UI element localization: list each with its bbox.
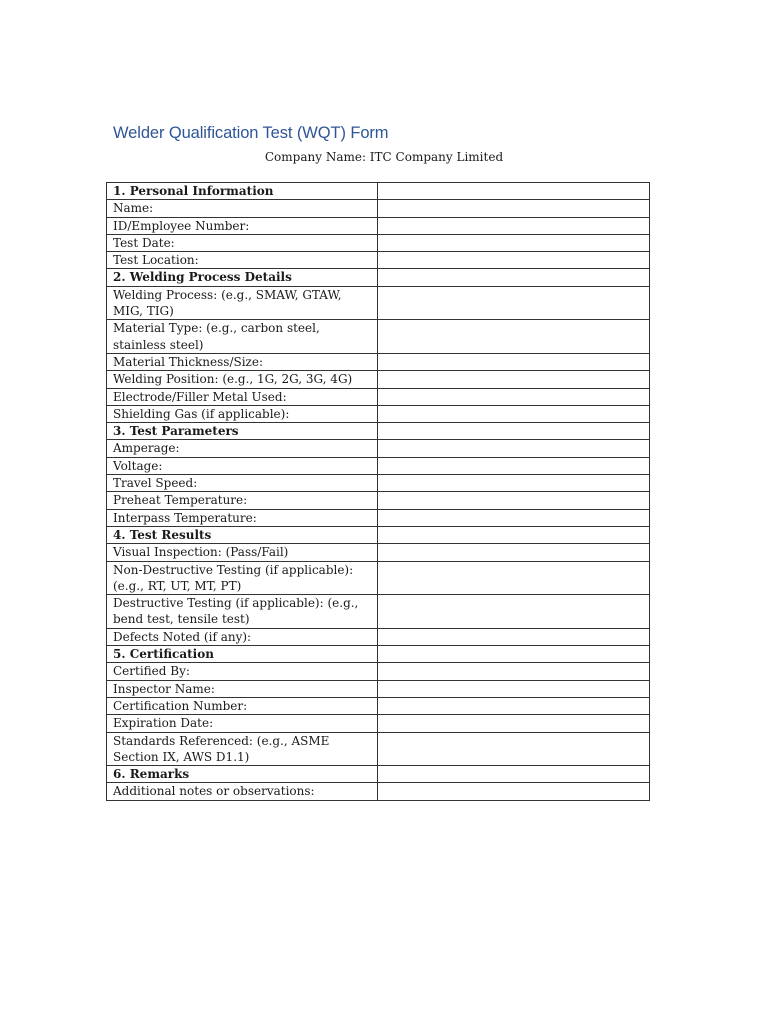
field-row bbox=[107, 405, 650, 422]
field-value-cell[interactable] bbox=[378, 353, 650, 370]
field-row bbox=[107, 371, 650, 388]
field-label: Preheat Temperature: bbox=[107, 492, 378, 509]
field-value-cell[interactable] bbox=[378, 595, 650, 629]
field-row bbox=[107, 353, 650, 370]
field-label: Material Type: (e.g., carbon steel, stainless steel) bbox=[107, 320, 378, 354]
field-value-cell[interactable] bbox=[378, 492, 650, 509]
field-row bbox=[107, 732, 650, 766]
field-label: Welding Process: (e.g., SMAW, GTAW, MIG, TIG) bbox=[107, 286, 378, 320]
field-label: Test Location: bbox=[107, 252, 378, 269]
field-label: Voltage: bbox=[107, 457, 378, 474]
field-label: Standards Referenced: (e.g., ASME Section IX, AWS D1.1) bbox=[107, 732, 378, 766]
section-header-row bbox=[107, 269, 650, 286]
section-value-cell bbox=[378, 646, 650, 663]
field-value-cell[interactable] bbox=[378, 544, 650, 561]
field-row bbox=[107, 475, 650, 492]
field-row bbox=[107, 697, 650, 714]
section-header-row bbox=[107, 183, 650, 200]
field-row bbox=[107, 561, 650, 595]
field-value-cell[interactable] bbox=[378, 234, 650, 251]
section-heading: 3. Test Parameters bbox=[107, 423, 378, 440]
field-row bbox=[107, 628, 650, 645]
field-row bbox=[107, 286, 650, 320]
field-value-cell[interactable] bbox=[378, 628, 650, 645]
field-label: Visual Inspection: (Pass/Fail) bbox=[107, 544, 378, 561]
field-row bbox=[107, 544, 650, 561]
field-label: Shielding Gas (if applicable): bbox=[107, 405, 378, 422]
field-label: Amperage: bbox=[107, 440, 378, 457]
field-value-cell[interactable] bbox=[378, 405, 650, 422]
field-label: Welding Position: (e.g., 1G, 2G, 3G, 4G) bbox=[107, 371, 378, 388]
field-value-cell[interactable] bbox=[378, 732, 650, 766]
field-value-cell[interactable] bbox=[378, 697, 650, 714]
field-value-cell[interactable] bbox=[378, 440, 650, 457]
section-header-row bbox=[107, 526, 650, 543]
field-value-cell[interactable] bbox=[378, 252, 650, 269]
field-value-cell[interactable] bbox=[378, 457, 650, 474]
field-label: Electrode/Filler Metal Used: bbox=[107, 388, 378, 405]
section-heading: 2. Welding Process Details bbox=[107, 269, 378, 286]
field-row bbox=[107, 663, 650, 680]
section-heading: 6. Remarks bbox=[107, 766, 378, 783]
field-label: Non-Destructive Testing (if applicable): (e.g., RT, UT, MT, PT) bbox=[107, 561, 378, 595]
field-row bbox=[107, 509, 650, 526]
section-value-cell bbox=[378, 766, 650, 783]
wqt-form-table bbox=[106, 182, 650, 801]
field-value-cell[interactable] bbox=[378, 286, 650, 320]
field-value-cell[interactable] bbox=[378, 783, 650, 800]
field-value-cell[interactable] bbox=[378, 509, 650, 526]
field-value-cell[interactable] bbox=[378, 561, 650, 595]
company-name-line: Company Name: ITC Company Limited bbox=[264, 150, 504, 164]
section-value-cell bbox=[378, 526, 650, 543]
field-label: Travel Speed: bbox=[107, 475, 378, 492]
field-row bbox=[107, 680, 650, 697]
field-label: Certified By: bbox=[107, 663, 378, 680]
section-heading: 5. Certification bbox=[107, 646, 378, 663]
field-value-cell[interactable] bbox=[378, 715, 650, 732]
field-row bbox=[107, 457, 650, 474]
field-value-cell[interactable] bbox=[378, 475, 650, 492]
field-row bbox=[107, 388, 650, 405]
field-label: Destructive Testing (if applicable): (e.g., bend test, tensile test) bbox=[107, 595, 378, 629]
field-value-cell[interactable] bbox=[378, 371, 650, 388]
field-label: Test Date: bbox=[107, 234, 378, 251]
section-value-cell bbox=[378, 269, 650, 286]
section-header-row bbox=[107, 766, 650, 783]
field-label: Defects Noted (if any): bbox=[107, 628, 378, 645]
field-value-cell[interactable] bbox=[378, 388, 650, 405]
field-label: Additional notes or observations: bbox=[107, 783, 378, 800]
field-label: Expiration Date: bbox=[107, 715, 378, 732]
field-label: Certification Number: bbox=[107, 697, 378, 714]
field-row bbox=[107, 440, 650, 457]
field-value-cell[interactable] bbox=[378, 320, 650, 354]
field-row bbox=[107, 252, 650, 269]
field-row bbox=[107, 320, 650, 354]
field-value-cell[interactable] bbox=[378, 217, 650, 234]
section-heading: 1. Personal Information bbox=[107, 183, 378, 200]
field-row bbox=[107, 200, 650, 217]
field-label: Name: bbox=[107, 200, 378, 217]
field-value-cell[interactable] bbox=[378, 200, 650, 217]
section-header-row bbox=[107, 646, 650, 663]
section-value-cell bbox=[378, 423, 650, 440]
field-row bbox=[107, 715, 650, 732]
document-title: Welder Qualification Test (WQT) Form bbox=[113, 124, 389, 142]
field-label: ID/Employee Number: bbox=[107, 217, 378, 234]
section-header-row bbox=[107, 423, 650, 440]
field-label: Inspector Name: bbox=[107, 680, 378, 697]
section-heading: 4. Test Results bbox=[107, 526, 378, 543]
field-label: Interpass Temperature: bbox=[107, 509, 378, 526]
field-row bbox=[107, 783, 650, 800]
field-value-cell[interactable] bbox=[378, 663, 650, 680]
section-value-cell bbox=[378, 183, 650, 200]
field-value-cell[interactable] bbox=[378, 680, 650, 697]
field-label: Material Thickness/Size: bbox=[107, 353, 378, 370]
field-row bbox=[107, 595, 650, 629]
field-row bbox=[107, 234, 650, 251]
field-row bbox=[107, 492, 650, 509]
field-row bbox=[107, 217, 650, 234]
